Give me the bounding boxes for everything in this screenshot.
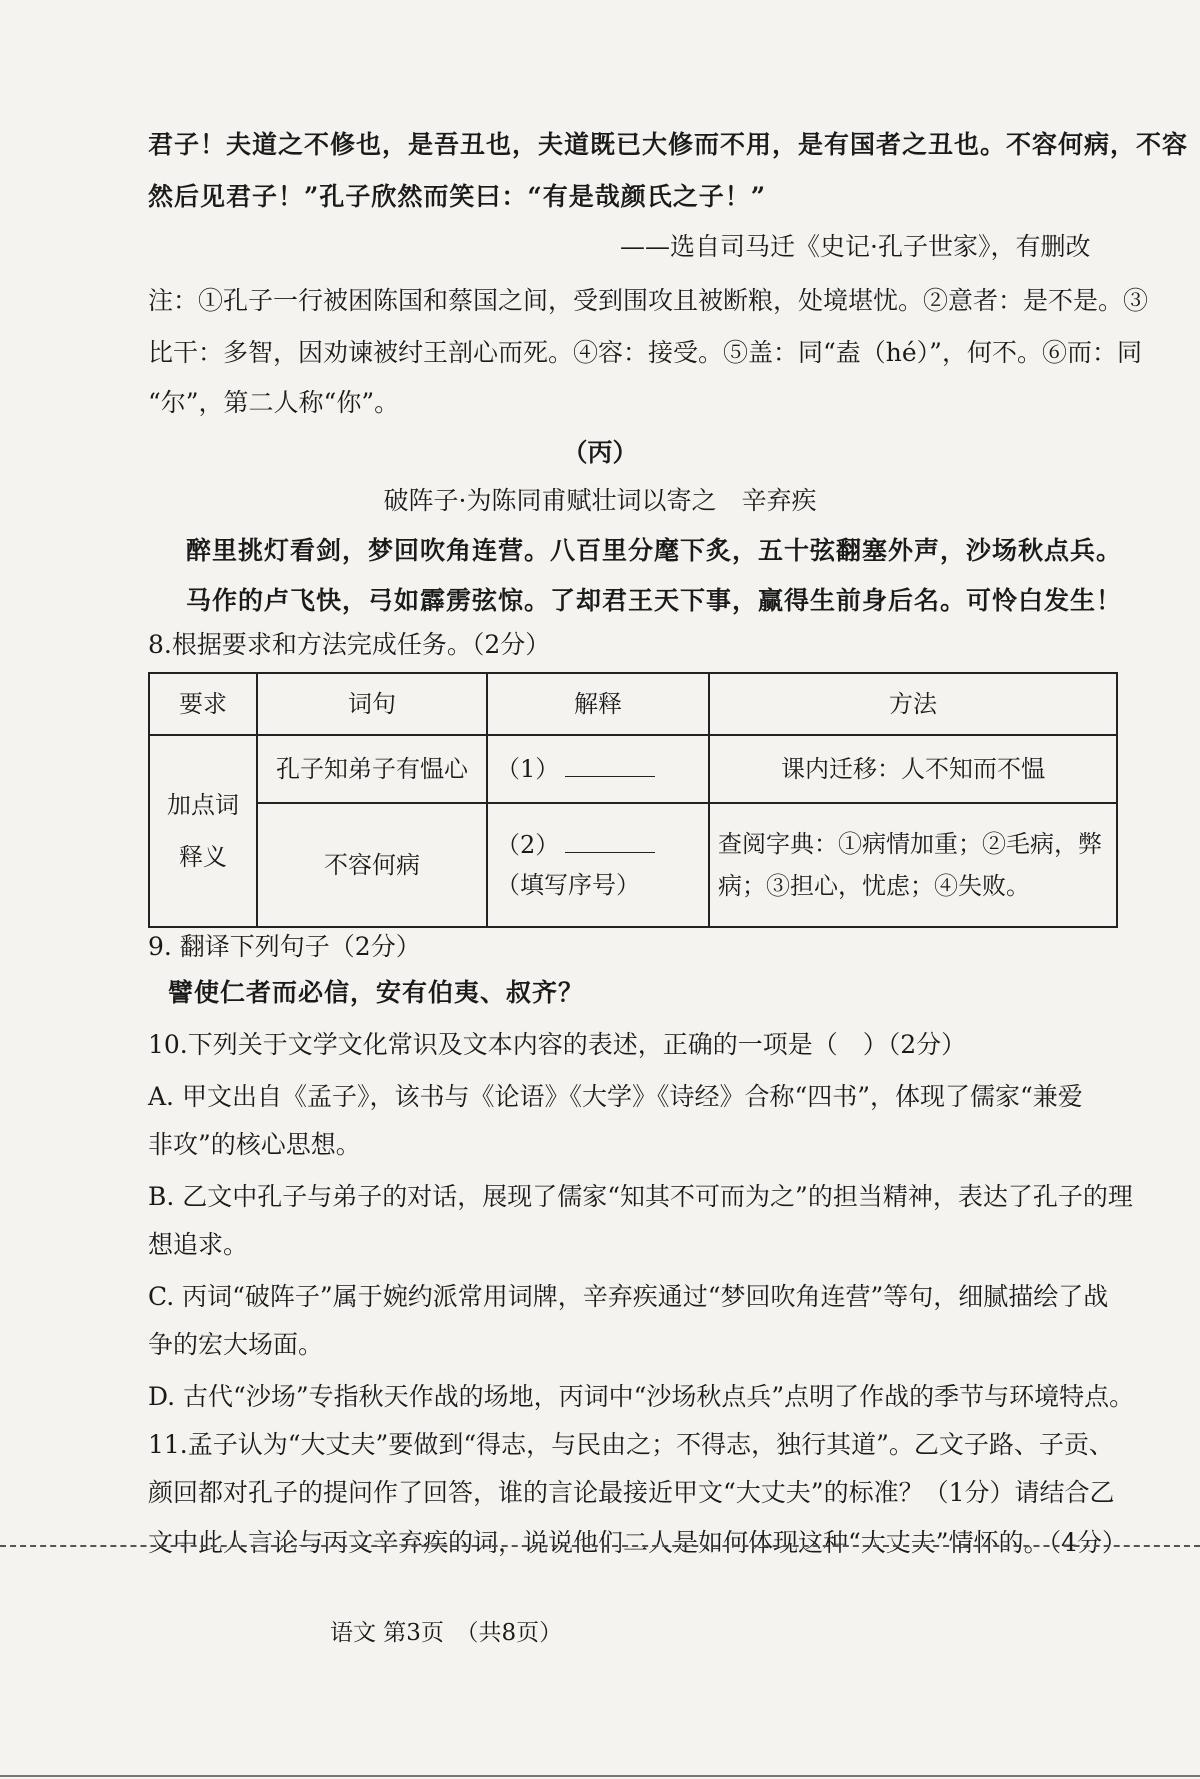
method-cell-2	[709, 803, 1117, 927]
passage-source: ——选自司马迁《史记·孔子世家》，有删改	[620, 232, 1091, 261]
q10-option-a-line-2: 非攻”的核心思想。	[148, 1130, 361, 1159]
notes-line-1: 注：①孔子一行被困陈国和蔡国之间，受到围攻且被断粮，处境堪忧。②意者：是不是。③	[148, 286, 1149, 315]
q11-line-1: 11.孟子认为“大丈夫”要做到“得志，与民由之；不得志，独行其道”。乙文子路、子贡、	[148, 1430, 1114, 1459]
answer-blank-1[interactable]	[565, 752, 655, 777]
notes-line-3: “尔”，第二人称“你”。	[148, 388, 400, 417]
passage-line-1: 君子！夫道之不修也，是吾丑也，夫道既已大修而不用，是有国者之丑也。不容何病，不容	[148, 130, 1189, 159]
method-line-2: 病；③担心，忧虑；④失败。	[718, 872, 1030, 900]
poem-title: 破阵子·为陈同甫赋壮词以寄之 辛弃疾	[383, 486, 817, 515]
answer-label-1: （1）	[496, 755, 560, 783]
method-cell-1: 课内迁移：人不知而不愠	[709, 735, 1117, 803]
poem-line-1: 醉里挑灯看剑，梦回吹角连营。八百里分麾下炙，五十弦翻塞外声，沙场秋点兵。	[186, 536, 1123, 565]
passage-line-2: 然后见君子！”孔子欣然而笑曰：“有是哉颜氏之子！”	[148, 182, 767, 211]
bottom-edge	[0, 1775, 1200, 1777]
q10-prompt: 10.下列关于文学文化常识及文本内容的表述，正确的一项是（ ）（2分）	[148, 1030, 967, 1059]
q10-option-a-line-1: A. 甲文出自《孟子》，该书与《论语》《大学》《诗经》合称“四书”，体现了儒家“兼爱	[148, 1082, 1083, 1111]
q10-option-b-line-2: 想追求。	[148, 1230, 249, 1259]
header-phrase: 词句	[257, 673, 487, 735]
q11-line-2: 颜回都对孔子的提问作了回答，谁的言论最接近甲文“大丈夫”的标准？（1分）请结合乙	[148, 1478, 1115, 1507]
cut-line	[0, 1545, 1200, 1547]
requirement-cell	[149, 735, 257, 927]
phrase-cell-2: 不容何病	[257, 803, 487, 927]
method-line-1: 查阅字典：①病情加重；②毛病，弊	[718, 830, 1102, 858]
header-explanation: 解释	[487, 673, 709, 735]
requirement-line-2: 释义	[179, 843, 227, 871]
answer-blank-2[interactable]	[565, 828, 655, 853]
q9-sentence: 譬使仁者而必信，安有伯夷、叔齐？	[168, 978, 585, 1007]
section-bing-heading: （丙）	[562, 438, 638, 467]
q10-option-d-line-1: D. 古代“沙场”专指秋天作战的场地，丙词中“沙场秋点兵”点明了作战的季节与环境特点。	[148, 1382, 1135, 1411]
q8-table	[148, 672, 1118, 928]
q8-prompt: 8.根据要求和方法完成任务。（2分）	[148, 630, 551, 659]
poem-line-2: 马作的卢飞快，弓如霹雳弦惊。了却君王天下事，赢得生前身后名。可怜白发生！	[186, 586, 1123, 615]
q9-prompt: 9. 翻译下列句子（2分）	[148, 932, 421, 961]
requirement-line-1: 加点词	[167, 791, 239, 819]
q10-option-c-line-2: 争的宏大场面。	[148, 1330, 324, 1359]
q10-option-b-line-1: B. 乙文中孔子与弟子的对话，展现了儒家“知其不可而为之”的担当精神，表达了孔子的理	[148, 1182, 1133, 1211]
answer-label-2: （2）	[496, 831, 560, 859]
q10-option-c-line-1: C. 丙词“破阵子”属于婉约派常用词牌，辛弃疾通过“梦回吹角连营”等句，细腻描绘了战	[148, 1282, 1109, 1311]
answer-cell-1[interactable]	[487, 735, 709, 803]
answer-cell-2[interactable]	[487, 803, 709, 927]
header-method: 方法	[709, 673, 1117, 735]
notes-line-2: 比干：多智，因劝谏被纣王剖心而死。④容：接受。⑤盖：同“盍（hé）”，何不。⑥而：同	[148, 338, 1142, 367]
page-footer: 语文 第3页 （共8页）	[330, 1620, 563, 1646]
header-requirement: 要求	[149, 673, 257, 735]
answer-hint-2: （填写序号）	[496, 871, 640, 899]
q11-line-3: 文中此人言论与丙文辛弃疾的词，说说他们二人是如何体现这种“大丈夫”情怀的。（4分）	[148, 1528, 1127, 1557]
phrase-cell-1: 孔子知弟子有愠心	[257, 735, 487, 803]
